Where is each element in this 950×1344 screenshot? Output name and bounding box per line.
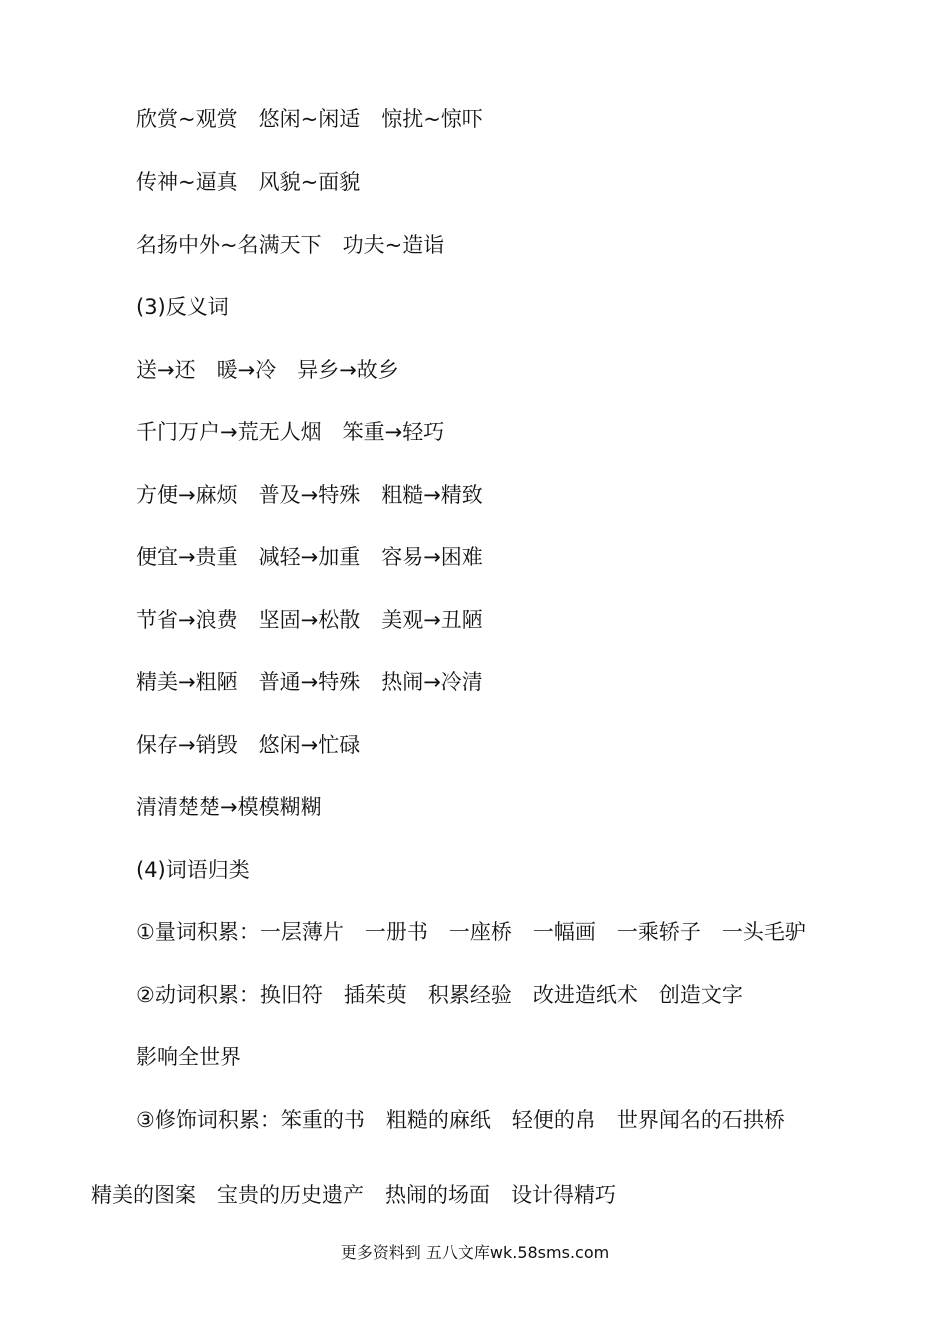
antonym-line-7: 保存→销毁 悠闲→忙碌 [136,733,361,757]
synonym-line-2: 传神~逼真 风貌~面貌 [136,170,361,194]
verbs-line-continued: 影响全世界 [136,1045,241,1069]
classification-heading: (4)词语归类 [136,858,250,882]
antonym-line-6: 精美→粗陋 普通→特殊 热闹→冷清 [136,670,483,694]
verbs-line: ②动词积累：换旧符 插茱萸 积累经验 改进造纸术 创造文字 [136,983,743,1007]
modifiers-line: ③修饰词积累：笨重的书 粗糙的麻纸 轻便的帛 世界闻名的石拱桥 [136,1108,785,1132]
antonym-line-5: 节省→浪费 坚固→松散 美观→丑陋 [136,608,483,632]
antonym-line-3: 方便→麻烦 普及→特殊 粗糙→精致 [136,483,483,507]
modifiers-line-continued: 精美的图案 宝贵的历史遗产 热闹的场面 设计得精巧 [91,1183,616,1207]
antonym-heading: (3)反义词 [136,295,229,319]
synonym-line-3: 名扬中外~名满天下 功夫~造诣 [136,233,445,257]
synonym-line-1: 欣赏~观赏 悠闲~闲适 惊扰~惊吓 [136,107,483,131]
antonym-line-4: 便宜→贵重 减轻→加重 容易→困难 [136,545,483,569]
antonym-line-8: 清清楚楚→模模糊糊 [136,795,322,819]
antonym-line-1: 送→还 暖→冷 异乡→故乡 [136,358,399,382]
page-footer: 更多资料到 五八文库wk.58sms.com [340,1243,610,1262]
antonym-line-2: 千门万户→荒无人烟 笨重→轻巧 [136,420,445,444]
measure-words-line: ①量词积累：一层薄片 一册书 一座桥 一幅画 一乘轿子 一头毛驴 [136,920,806,944]
